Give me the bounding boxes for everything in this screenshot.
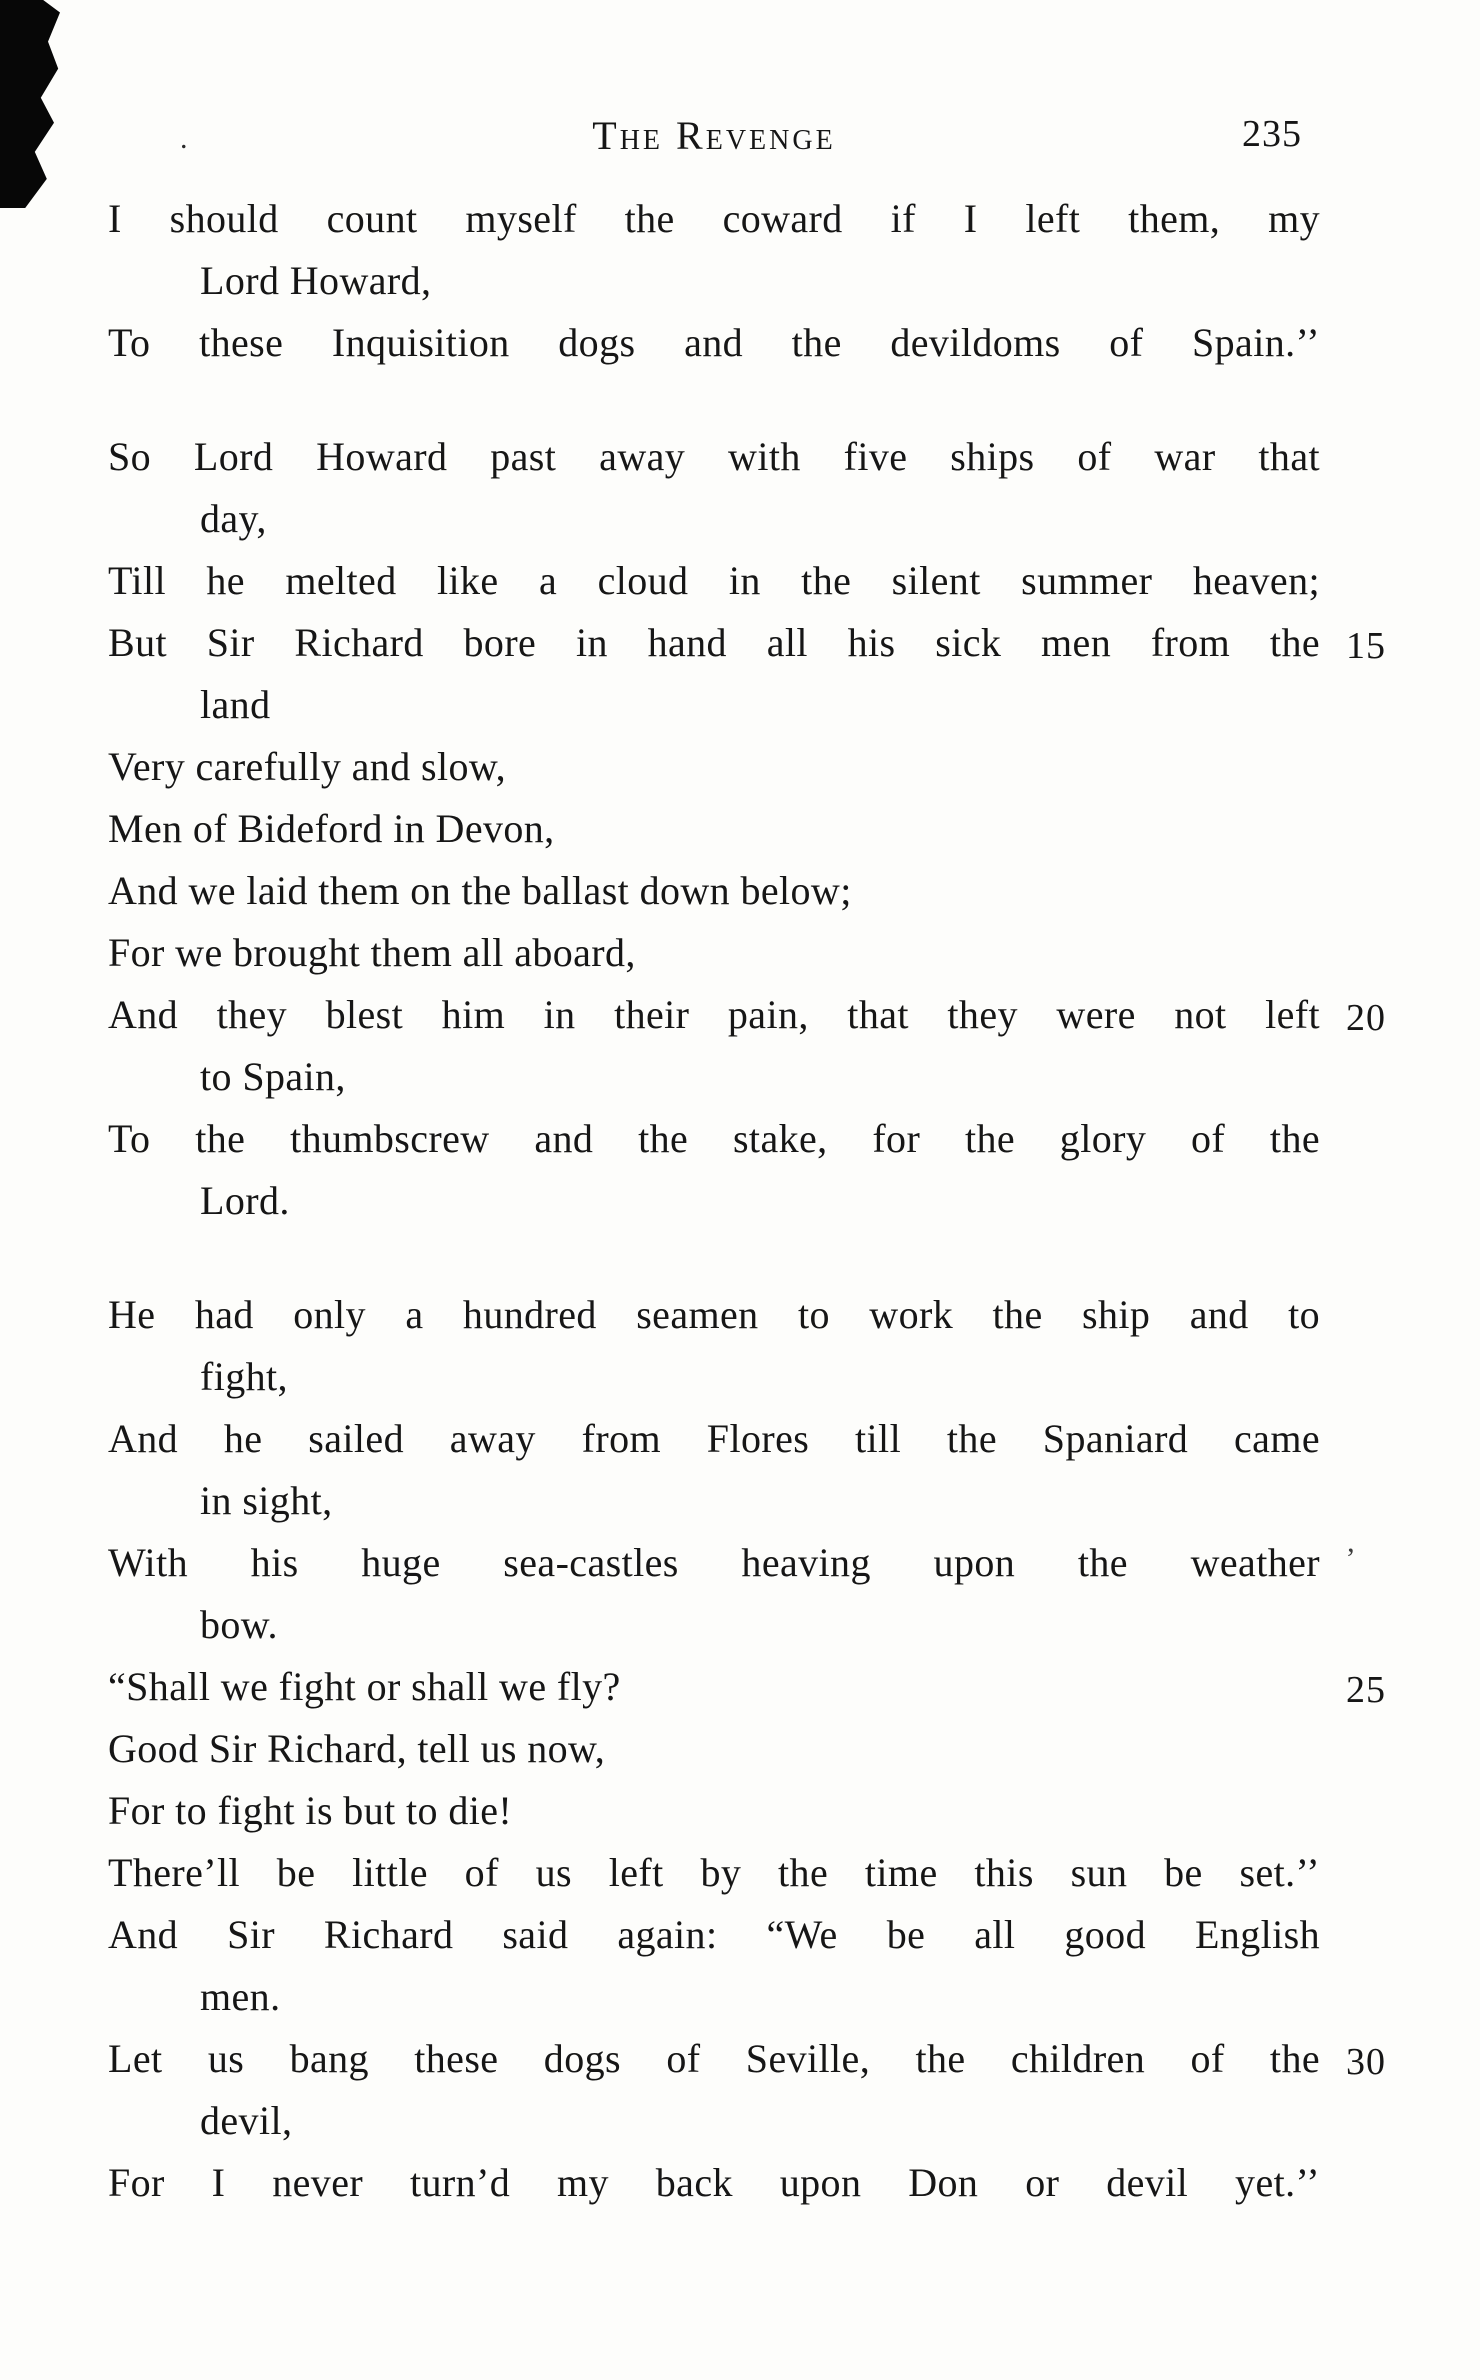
poem-line-text: land bbox=[200, 682, 271, 727]
scan-artifact-blot bbox=[0, 0, 60, 208]
poem-line-text: And we laid them on the ballast down below; bbox=[108, 868, 852, 913]
line-number: 25 bbox=[1346, 1669, 1386, 1711]
scan-artifact-dot: . bbox=[180, 122, 188, 155]
poem-line bbox=[108, 612, 1386, 674]
poem-line-text: devil, bbox=[200, 2098, 293, 2143]
poem-line bbox=[108, 1408, 1320, 1470]
poem-line-text: men. bbox=[200, 1974, 281, 2019]
poem-line-text: to Spain, bbox=[200, 1054, 346, 1099]
line-number: 30 bbox=[1346, 2041, 1386, 2083]
poem-line bbox=[108, 922, 1320, 984]
poem-line bbox=[108, 1046, 1320, 1108]
poem-line-text: bow. bbox=[200, 1602, 278, 1647]
poem-line-text: He had only a hundred seamen to work the ship and to bbox=[108, 1292, 1320, 1337]
poem-line bbox=[108, 2152, 1320, 2214]
poem-line-text: There’ll be little of us left by the time this sun be set.’’ bbox=[108, 1850, 1320, 1895]
poem-line-text: And Sir Richard said again: “We be all good English bbox=[108, 1912, 1320, 1957]
poem-line bbox=[108, 2090, 1320, 2152]
scan-artifact-mark: ’ bbox=[1345, 1542, 1356, 1575]
poem-line bbox=[108, 1346, 1320, 1408]
poem-line-text: Lord Howard, bbox=[200, 258, 432, 303]
poem-line-text: To the thumbscrew and the stake, for the glory of the bbox=[108, 1116, 1320, 1161]
poem-line bbox=[108, 736, 1320, 798]
poem-line bbox=[108, 1718, 1320, 1780]
poem-line-text: With his huge sea-castles heaving upon the weather bbox=[108, 1540, 1320, 1585]
page-header bbox=[108, 112, 1320, 168]
poem-body bbox=[108, 188, 1386, 2214]
poem-line bbox=[108, 1532, 1356, 1594]
stanza bbox=[108, 1284, 1386, 2214]
poem-line bbox=[108, 188, 1320, 250]
poem-line-text: “Shall we fight or shall we fly? bbox=[108, 1664, 621, 1709]
poem-line bbox=[108, 860, 1320, 922]
poem-line bbox=[108, 798, 1320, 860]
poem-line bbox=[108, 1780, 1320, 1842]
poem-line bbox=[108, 984, 1386, 1046]
poem-line-text: To these Inquisition dogs and the devildoms of Spain.’’ bbox=[108, 320, 1320, 365]
poem-line bbox=[108, 1470, 1320, 1532]
poem-line-text: So Lord Howard past away with five ships of war that bbox=[108, 434, 1320, 479]
poem-line bbox=[108, 1594, 1320, 1656]
poem-line bbox=[108, 1966, 1320, 2028]
poem-line bbox=[108, 426, 1320, 488]
line-number: 20 bbox=[1346, 997, 1386, 1039]
poem-line-text: And he sailed away from Flores till the Spaniard came bbox=[108, 1416, 1320, 1461]
poem-line-text: in sight, bbox=[200, 1478, 333, 1523]
poem-line bbox=[108, 1170, 1320, 1232]
poem-line bbox=[108, 488, 1320, 550]
poem-line-text: Till he melted like a cloud in the silent summer heaven; bbox=[108, 558, 1320, 603]
page-number: 235 bbox=[1242, 113, 1302, 155]
poem-line bbox=[108, 1656, 1386, 1718]
poem-line bbox=[108, 1842, 1320, 1904]
poem-line bbox=[108, 1904, 1320, 1966]
stanza bbox=[108, 188, 1320, 374]
poem-line-text: day, bbox=[200, 496, 267, 541]
poem-line-text: fight, bbox=[200, 1354, 288, 1399]
poem-line-text: I should count myself the coward if I left them, my bbox=[108, 196, 1320, 241]
poem-line-text: Lord. bbox=[200, 1178, 290, 1223]
poem-line bbox=[108, 550, 1320, 612]
poem-line bbox=[108, 2028, 1386, 2090]
line-number: 15 bbox=[1346, 625, 1386, 667]
poem-line-text: For I never turn’d my back upon Don or devil yet.’’ bbox=[108, 2160, 1320, 2205]
poem-line bbox=[108, 1284, 1320, 1346]
poem-line-text: For we brought them all aboard, bbox=[108, 930, 636, 975]
page-title: The Revenge bbox=[592, 113, 836, 158]
poem-line-text: Good Sir Richard, tell us now, bbox=[108, 1726, 606, 1771]
poem-line bbox=[108, 674, 1320, 736]
poem-line-text: But Sir Richard bore in hand all his sick men from the bbox=[108, 620, 1320, 665]
poem-line-text: And they blest him in their pain, that they were not left bbox=[108, 992, 1320, 1037]
poem-line-text: Let us bang these dogs of Seville, the children of the bbox=[108, 2036, 1320, 2081]
poem-line bbox=[108, 312, 1320, 374]
stanza bbox=[108, 426, 1386, 1232]
poem-line-text: Men of Bideford in Devon, bbox=[108, 806, 555, 851]
poem-line-text: For to fight is but to die! bbox=[108, 1788, 513, 1833]
poem-line bbox=[108, 1108, 1320, 1170]
poem-line-text: Very carefully and slow, bbox=[108, 744, 506, 789]
poem-line bbox=[108, 250, 1320, 312]
